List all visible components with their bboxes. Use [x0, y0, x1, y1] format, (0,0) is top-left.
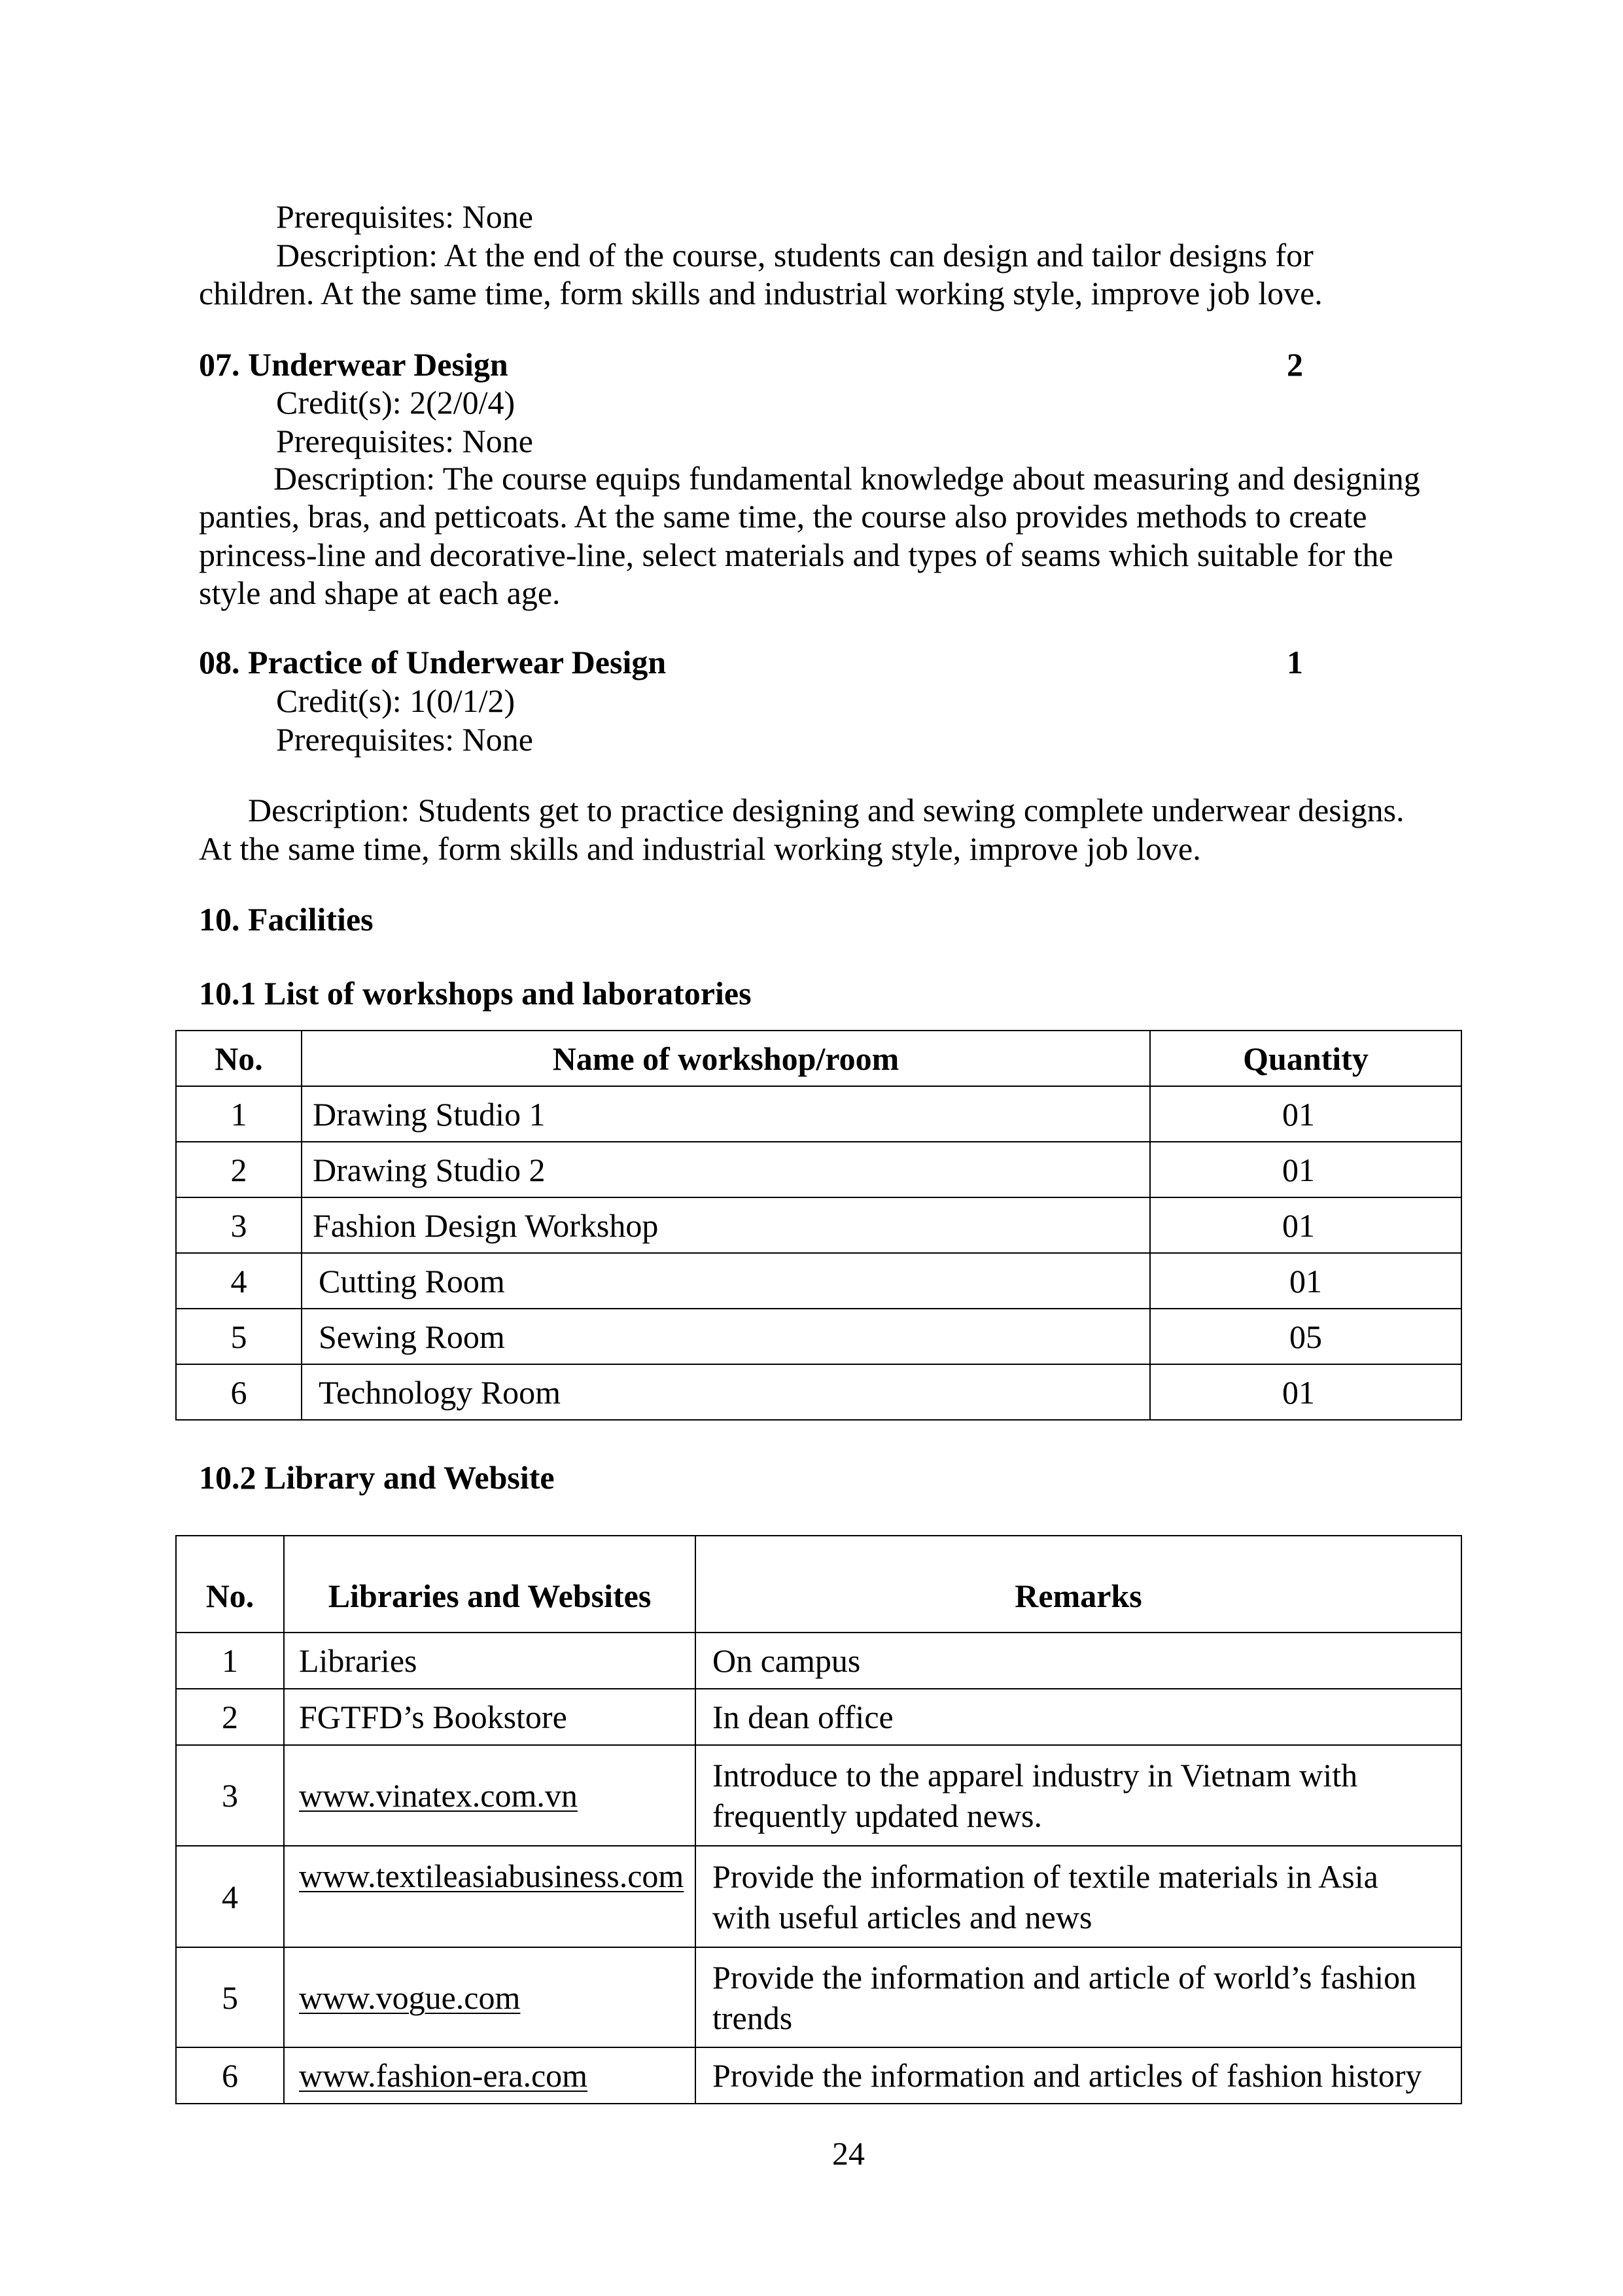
description-line: style and shape at each age.: [199, 574, 561, 611]
library-no-cell: 3: [176, 1745, 284, 1846]
workshop-quantity-cell: 01: [1150, 1364, 1461, 1420]
workshop-no-cell: 2: [176, 1142, 302, 1197]
subsection-heading-workshops: 10.1 List of workshops and laboratories: [199, 975, 752, 1012]
prerequisites-text: Prerequisites: None: [276, 721, 533, 758]
column-header-no: No.: [176, 1536, 284, 1633]
library-remarks-cell: [695, 1846, 1461, 1947]
workshop-name-cell: Drawing Studio 1: [302, 1086, 1150, 1142]
workshop-no-cell: 4: [176, 1253, 302, 1309]
course-credit: Credit(s): 2(2/0/4): [276, 384, 515, 421]
remark-line: frequently updated news.: [712, 1797, 1043, 1834]
table-row: [176, 1086, 1461, 1142]
library-no-cell: 2: [176, 1689, 284, 1745]
section-heading-facilities: 10. Facilities: [199, 901, 374, 938]
library-no-cell: 5: [176, 1947, 284, 2047]
column-header-libraries: Libraries and Websites: [284, 1536, 695, 1633]
library-table: [175, 1535, 1462, 2104]
table-row: [176, 2047, 1461, 2104]
library-name-cell: [284, 1745, 695, 1846]
subsection-heading-library: 10.2 Library and Website: [199, 1459, 555, 1496]
workshop-no-cell: 1: [176, 1086, 302, 1142]
library-remarks-cell: [695, 1689, 1461, 1745]
library-remarks-cell: [695, 1745, 1461, 1846]
description-line: At the same time, form skills and industrial working style, improve job love.: [199, 830, 1201, 867]
prerequisites-text: Prerequisites: None: [276, 423, 533, 459]
description-line: panties, bras, and petticoats. At the same time, the course also provides methods to create: [199, 498, 1367, 535]
workshop-no-cell: 6: [176, 1364, 302, 1420]
prerequisites-text: Prerequisites: None: [276, 198, 533, 235]
library-name-cell: [284, 1846, 695, 1947]
description-line: children. At the same time, form skills and industrial working style, improve job love.: [199, 275, 1323, 311]
course-title: 08. Practice of Underwear Design: [199, 644, 667, 680]
course-credits-total: 1: [1287, 644, 1303, 680]
table-row: [176, 1253, 1461, 1309]
workshop-quantity-cell: 01: [1150, 1142, 1461, 1197]
table-row: [176, 1197, 1461, 1253]
remark-line: Provide the information of textile materials in Asia: [712, 1858, 1378, 1895]
page-number: 24: [832, 2135, 865, 2172]
table-row: [176, 1142, 1461, 1197]
table-row: [176, 1364, 1461, 1420]
library-header-row: [176, 1536, 1461, 1633]
workshop-quantity-cell: 01: [1150, 1086, 1461, 1142]
column-header-remarks: Remarks: [695, 1536, 1461, 1633]
column-header-quantity: Quantity: [1150, 1031, 1461, 1086]
workshop-quantity-cell: 01: [1150, 1197, 1461, 1253]
workshop-quantity-cell: 01: [1150, 1253, 1461, 1309]
library-name-cell: [284, 2047, 695, 2104]
remark-line: Provide the information and articles of fashion history: [712, 2057, 1422, 2094]
description-line: princess-line and decorative-line, select materials and types of seams which suitable for the: [199, 537, 1393, 573]
library-no-cell: 1: [176, 1633, 284, 1689]
library-name: FGTFD’s Bookstore: [284, 1689, 695, 1745]
column-header-no: No.: [176, 1031, 302, 1086]
table-row: [176, 1689, 1461, 1745]
table-row: [176, 1633, 1461, 1689]
table-row: [176, 1846, 1461, 1947]
remark-line: with useful articles and news: [712, 1898, 1092, 1935]
description-line: Description: Students get to practice designing and sewing complete underwear designs.: [248, 792, 1405, 828]
table-row: [176, 1309, 1461, 1364]
library-no-cell: 4: [176, 1846, 284, 1947]
column-header-name: Name of workshop/room: [302, 1031, 1150, 1086]
library-remarks-cell: [695, 2047, 1461, 2104]
workshop-name-cell: Fashion Design Workshop: [302, 1197, 1150, 1253]
remark-line: Introduce to the apparel industry in Vietnam with: [712, 1757, 1358, 1793]
description-line: Description: The course equips fundamental knowledge about measuring and designing: [273, 460, 1420, 497]
remark-line: In dean office: [712, 1699, 894, 1735]
workshop-name-cell: Technology Room: [302, 1364, 1150, 1420]
workshop-name-cell: Drawing Studio 2: [302, 1142, 1150, 1197]
workshop-name-cell: Cutting Room: [302, 1253, 1150, 1309]
website-link[interactable]: www.fashion-era.com: [299, 2057, 588, 2094]
course-credit: Credit(s): 1(0/1/2): [276, 682, 515, 719]
workshop-no-cell: 5: [176, 1309, 302, 1364]
course-credits-total: 2: [1287, 346, 1303, 383]
workshops-header-row: [176, 1031, 1461, 1086]
workshops-table: [175, 1030, 1462, 1421]
description-line: Description: At the end of the course, students can design and tailor designs for: [276, 237, 1314, 274]
workshop-quantity-cell: 05: [1150, 1309, 1461, 1364]
workshop-name-cell: Sewing Room: [302, 1309, 1150, 1364]
website-link[interactable]: www.vinatex.com.vn: [299, 1777, 578, 1814]
website-link[interactable]: www.vogue.com: [299, 1979, 521, 2016]
library-name: Libraries: [284, 1633, 695, 1689]
workshop-no-cell: 3: [176, 1197, 302, 1253]
library-no-cell: 6: [176, 2047, 284, 2104]
library-name-cell: [284, 1947, 695, 2047]
course-title: 07. Underwear Design: [199, 346, 508, 383]
remark-line: trends: [712, 1999, 793, 2036]
website-link[interactable]: www.textileasiabusiness.com: [299, 1858, 684, 1894]
remark-line: Provide the information and article of world’s fashion: [712, 1958, 1417, 1996]
library-remarks-cell: [695, 1633, 1461, 1689]
table-row: [176, 1947, 1461, 2047]
table-row: [176, 1745, 1461, 1846]
library-remarks-cell: [695, 1947, 1461, 2047]
remark-line: On campus: [712, 1642, 861, 1679]
